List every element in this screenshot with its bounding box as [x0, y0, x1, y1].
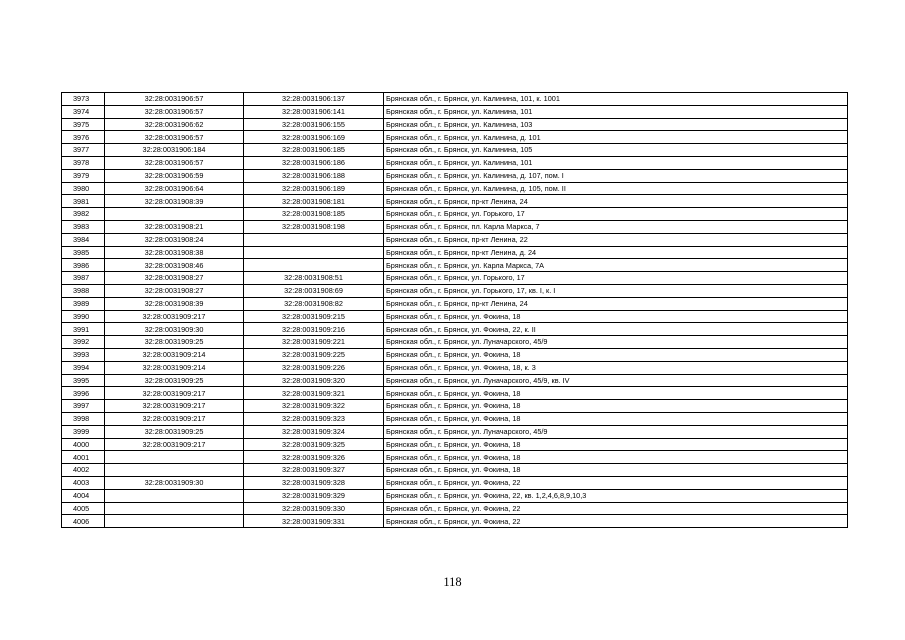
- address-cell: Брянская обл., г. Брянск, пл. Карла Маркса, 7: [384, 220, 848, 233]
- page-number: 118: [443, 575, 462, 589]
- object-cadastral-number-cell: 32:28:0031909:331: [244, 515, 384, 528]
- object-cadastral-number-cell: 32:28:0031908:181: [244, 195, 384, 208]
- address-cell: Брянская обл., г. Брянск, ул. Фокина, 22, к. II: [384, 323, 848, 336]
- object-cadastral-number-cell: 32:28:0031909:320: [244, 374, 384, 387]
- cadastral-number-cell: 32:28:0031909:217: [105, 400, 244, 413]
- object-cadastral-number-cell: 32:28:0031908:69: [244, 284, 384, 297]
- cadastral-number-cell: 32:28:0031906:57: [105, 131, 244, 144]
- cadastral-number-cell: [105, 451, 244, 464]
- table-row: [62, 284, 848, 297]
- table-row: [62, 374, 848, 387]
- cadastral-number-cell: 32:28:0031909:217: [105, 438, 244, 451]
- cadastral-number-cell: 32:28:0031909:30: [105, 323, 244, 336]
- address-cell: Брянская обл., г. Брянск, ул. Фокина, 18: [384, 400, 848, 413]
- object-cadastral-number-cell: [244, 246, 384, 259]
- cadastral-number-cell: 32:28:0031909:217: [105, 387, 244, 400]
- object-cadastral-number-cell: 32:28:0031906:185: [244, 144, 384, 157]
- table-row: [62, 208, 848, 221]
- row-number-cell: 4003: [62, 476, 105, 489]
- cadastral-number-cell: [105, 515, 244, 528]
- address-cell: Брянская обл., г. Брянск, пр-кт Ленина, 24: [384, 297, 848, 310]
- table-row: [62, 310, 848, 323]
- object-cadastral-number-cell: 32:28:0031909:325: [244, 438, 384, 451]
- address-cell: Брянская обл., г. Брянск, ул. Фокина, 18: [384, 348, 848, 361]
- object-cadastral-number-cell: 32:28:0031909:221: [244, 336, 384, 349]
- address-cell: Брянская обл., г. Брянск, ул. Горького, 17: [384, 272, 848, 285]
- cadastral-number-cell: 32:28:0031909:25: [105, 425, 244, 438]
- table-row: [62, 361, 848, 374]
- row-number-cell: 3995: [62, 374, 105, 387]
- cadastral-number-cell: [105, 502, 244, 515]
- cadastral-number-cell: [105, 489, 244, 502]
- cadastral-number-cell: 32:28:0031908:21: [105, 220, 244, 233]
- object-cadastral-number-cell: 32:28:0031906:169: [244, 131, 384, 144]
- object-cadastral-number-cell: 32:28:0031909:326: [244, 451, 384, 464]
- object-cadastral-number-cell: 32:28:0031909:322: [244, 400, 384, 413]
- address-cell: Брянская обл., г. Брянск, ул. Горького, 17, кв. I, к. I: [384, 284, 848, 297]
- table-row: [62, 425, 848, 438]
- row-number-cell: 3992: [62, 336, 105, 349]
- object-cadastral-number-cell: 32:28:0031909:216: [244, 323, 384, 336]
- cadastral-number-cell: 32:28:0031909:217: [105, 412, 244, 425]
- table-row: [62, 412, 848, 425]
- table-row: [62, 195, 848, 208]
- cadastral-number-cell: 32:28:0031909:217: [105, 310, 244, 323]
- cadastral-number-cell: 32:28:0031908:24: [105, 233, 244, 246]
- row-number-cell: 3997: [62, 400, 105, 413]
- address-cell: Брянская обл., г. Брянск, ул. Фокина, 18: [384, 438, 848, 451]
- object-cadastral-number-cell: 32:28:0031909:215: [244, 310, 384, 323]
- row-number-cell: 3993: [62, 348, 105, 361]
- address-cell: Брянская обл., г. Брянск, ул. Луначарского, 45/9: [384, 336, 848, 349]
- object-cadastral-number-cell: 32:28:0031909:324: [244, 425, 384, 438]
- address-cell: Брянская обл., г. Брянск, ул. Калинина, 101, к. 1001: [384, 93, 848, 106]
- object-cadastral-number-cell: 32:28:0031906:137: [244, 93, 384, 106]
- address-cell: Брянская обл., г. Брянск, ул. Калинина, 101: [384, 156, 848, 169]
- cadastral-number-cell: 32:28:0031908:27: [105, 272, 244, 285]
- object-cadastral-number-cell: 32:28:0031909:321: [244, 387, 384, 400]
- table-row: [62, 156, 848, 169]
- table-row: [62, 144, 848, 157]
- address-cell: Брянская обл., г. Брянск, ул. Фокина, 22: [384, 476, 848, 489]
- row-number-cell: 3988: [62, 284, 105, 297]
- cadastral-number-cell: 32:28:0031906:184: [105, 144, 244, 157]
- row-number-cell: 3984: [62, 233, 105, 246]
- row-number-cell: 3989: [62, 297, 105, 310]
- address-cell: Брянская обл., г. Брянск, ул. Фокина, 18: [384, 387, 848, 400]
- table-row: [62, 105, 848, 118]
- table-row: [62, 489, 848, 502]
- address-cell: Брянская обл., г. Брянск, ул. Фокина, 18: [384, 451, 848, 464]
- address-cell: Брянская обл., г. Брянск, ул. Карла Маркса, 7А: [384, 259, 848, 272]
- row-number-cell: 3991: [62, 323, 105, 336]
- row-number-cell: 4004: [62, 489, 105, 502]
- row-number-cell: 3977: [62, 144, 105, 157]
- address-cell: Брянская обл., г. Брянск, ул. Калинина, 103: [384, 118, 848, 131]
- row-number-cell: 3975: [62, 118, 105, 131]
- table-row: [62, 259, 848, 272]
- table-row: [62, 118, 848, 131]
- table-row: [62, 169, 848, 182]
- cadastral-number-cell: 32:28:0031906:62: [105, 118, 244, 131]
- cadastral-number-cell: 32:28:0031906:57: [105, 93, 244, 106]
- address-cell: Брянская обл., г. Брянск, ул. Калинина, д. 107, пом. I: [384, 169, 848, 182]
- cadastral-number-cell: 32:28:0031909:30: [105, 476, 244, 489]
- address-cell: Брянская обл., г. Брянск, пр-кт Ленина, д. 24: [384, 246, 848, 259]
- row-number-cell: 3979: [62, 169, 105, 182]
- row-number-cell: 4005: [62, 502, 105, 515]
- address-cell: Брянская обл., г. Брянск, ул. Калинина, 105: [384, 144, 848, 157]
- address-cell: Брянская обл., г. Брянск, ул. Фокина, 22: [384, 515, 848, 528]
- object-cadastral-number-cell: 32:28:0031906:188: [244, 169, 384, 182]
- row-number-cell: 3998: [62, 412, 105, 425]
- cadastral-number-cell: 32:28:0031908:39: [105, 195, 244, 208]
- object-cadastral-number-cell: 32:28:0031909:323: [244, 412, 384, 425]
- row-number-cell: 3973: [62, 93, 105, 106]
- object-cadastral-number-cell: 32:28:0031908:185: [244, 208, 384, 221]
- table-row: [62, 272, 848, 285]
- row-number-cell: 3985: [62, 246, 105, 259]
- table-row: [62, 93, 848, 106]
- object-cadastral-number-cell: 32:28:0031909:327: [244, 464, 384, 477]
- address-cell: Брянская обл., г. Брянск, ул. Калинина, д. 105, пом. II: [384, 182, 848, 195]
- table-row: [62, 246, 848, 259]
- cadastral-number-cell: 32:28:0031906:64: [105, 182, 244, 195]
- table-row: [62, 348, 848, 361]
- row-number-cell: 3976: [62, 131, 105, 144]
- row-number-cell: 3987: [62, 272, 105, 285]
- table-row: [62, 131, 848, 144]
- row-number-cell: 3982: [62, 208, 105, 221]
- row-number-cell: 3990: [62, 310, 105, 323]
- address-cell: Брянская обл., г. Брянск, ул. Фокина, 18, к. 3: [384, 361, 848, 374]
- row-number-cell: 3994: [62, 361, 105, 374]
- address-cell: Брянская обл., г. Брянск, ул. Луначарского, 45/9, кв. IV: [384, 374, 848, 387]
- table-row: [62, 387, 848, 400]
- cadastral-number-cell: 32:28:0031906:57: [105, 105, 244, 118]
- row-number-cell: 4001: [62, 451, 105, 464]
- table-row: [62, 323, 848, 336]
- object-cadastral-number-cell: 32:28:0031906:141: [244, 105, 384, 118]
- cadastral-number-cell: 32:28:0031908:39: [105, 297, 244, 310]
- table-row: [62, 476, 848, 489]
- cadastral-number-cell: [105, 464, 244, 477]
- object-cadastral-number-cell: 32:28:0031908:198: [244, 220, 384, 233]
- row-number-cell: 4002: [62, 464, 105, 477]
- row-number-cell: 3978: [62, 156, 105, 169]
- address-cell: Брянская обл., г. Брянск, ул. Фокина, 22, кв. 1,2,4,6,8,9,10,3: [384, 489, 848, 502]
- row-number-cell: 3986: [62, 259, 105, 272]
- table-row: [62, 464, 848, 477]
- row-number-cell: 4000: [62, 438, 105, 451]
- object-cadastral-number-cell: 32:28:0031909:226: [244, 361, 384, 374]
- row-number-cell: 3996: [62, 387, 105, 400]
- object-cadastral-number-cell: 32:28:0031909:329: [244, 489, 384, 502]
- row-number-cell: 3983: [62, 220, 105, 233]
- table-row: [62, 515, 848, 528]
- table-row: [62, 400, 848, 413]
- cadastral-number-cell: 32:28:0031908:27: [105, 284, 244, 297]
- address-cell: Брянская обл., г. Брянск, ул. Фокина, 18: [384, 464, 848, 477]
- object-cadastral-number-cell: 32:28:0031909:225: [244, 348, 384, 361]
- object-cadastral-number-cell: 32:28:0031908:51: [244, 272, 384, 285]
- object-cadastral-number-cell: 32:28:0031906:186: [244, 156, 384, 169]
- table-row: [62, 233, 848, 246]
- address-cell: Брянская обл., г. Брянск, ул. Фокина, 22: [384, 502, 848, 515]
- row-number-cell: 3999: [62, 425, 105, 438]
- object-cadastral-number-cell: 32:28:0031908:82: [244, 297, 384, 310]
- table-row: [62, 220, 848, 233]
- object-cadastral-number-cell: [244, 233, 384, 246]
- table-row: [62, 451, 848, 464]
- cadastral-number-cell: 32:28:0031909:214: [105, 361, 244, 374]
- table-row: [62, 438, 848, 451]
- cadastral-number-cell: 32:28:0031909:25: [105, 336, 244, 349]
- address-cell: Брянская обл., г. Брянск, ул. Фокина, 18: [384, 310, 848, 323]
- address-cell: Брянская обл., г. Брянск, ул. Калинина, 101: [384, 105, 848, 118]
- object-cadastral-number-cell: 32:28:0031909:328: [244, 476, 384, 489]
- address-cell: Брянская обл., г. Брянск, пр-кт Ленина, 24: [384, 195, 848, 208]
- cadastral-number-cell: 32:28:0031906:59: [105, 169, 244, 182]
- cadastral-number-cell: 32:28:0031909:25: [105, 374, 244, 387]
- row-number-cell: 3974: [62, 105, 105, 118]
- table-body: [62, 93, 848, 528]
- row-number-cell: 4006: [62, 515, 105, 528]
- object-cadastral-number-cell: 32:28:0031909:330: [244, 502, 384, 515]
- cadastral-number-cell: 32:28:0031908:38: [105, 246, 244, 259]
- address-cell: Брянская обл., г. Брянск, ул. Фокина, 18: [384, 412, 848, 425]
- object-cadastral-number-cell: 32:28:0031906:189: [244, 182, 384, 195]
- cadastral-number-cell: 32:28:0031906:57: [105, 156, 244, 169]
- row-number-cell: 3980: [62, 182, 105, 195]
- address-cell: Брянская обл., г. Брянск, ул. Калинина, д. 101: [384, 131, 848, 144]
- cadastral-number-cell: 32:28:0031909:214: [105, 348, 244, 361]
- object-cadastral-number-cell: [244, 259, 384, 272]
- table-row: [62, 502, 848, 515]
- table-row: [62, 297, 848, 310]
- cadastral-number-cell: [105, 208, 244, 221]
- table-row: [62, 336, 848, 349]
- address-cell: Брянская обл., г. Брянск, ул. Луначарского, 45/9: [384, 425, 848, 438]
- address-cell: Брянская обл., г. Брянск, ул. Горького, 17: [384, 208, 848, 221]
- address-cell: Брянская обл., г. Брянск, пр-кт Ленина, 22: [384, 233, 848, 246]
- cadastral-number-cell: 32:28:0031908:46: [105, 259, 244, 272]
- object-cadastral-number-cell: 32:28:0031906:155: [244, 118, 384, 131]
- row-number-cell: 3981: [62, 195, 105, 208]
- table-row: [62, 182, 848, 195]
- property-registry-table: [61, 92, 848, 528]
